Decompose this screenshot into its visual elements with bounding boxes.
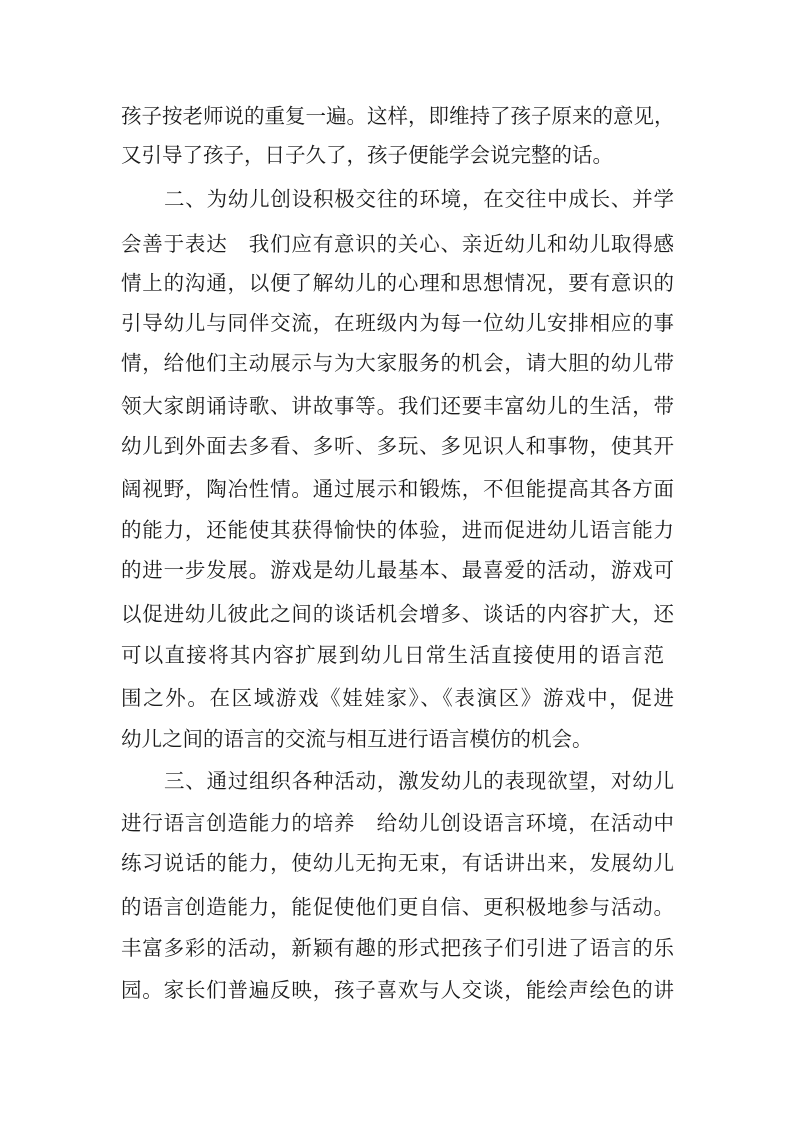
text-line: 围之外。在区域游戏《娃娃家》、《表演区》游戏中，促进 [121, 686, 674, 710]
text-line: 又引导了孩子，日子久了，孩子便能学会说完整的话。 [121, 143, 613, 167]
text-line: 练习说话的能力，使幼儿无拘无束，有话讲出来，发展幼儿 [121, 851, 674, 875]
text-line: 三、通过组织各种活动，激发幼儿的表现欲望，对幼儿 [164, 769, 674, 793]
text-line: 会善于表达 我们应有意识的关心、亲近幼儿和幼儿取得感 [121, 232, 674, 256]
text-line: 园。家长们普遍反映，孩子喜欢与人交谈，能绘声绘色的讲 [121, 978, 674, 1002]
text-line: 幼儿之间的语言的交流与相互进行语言模仿的机会。 [121, 727, 593, 751]
text-line: 情上的沟通，以便了解幼儿的心理和思想情况，要有意识的 [121, 271, 674, 295]
text-line: 以促进幼儿彼此之间的谈话机会增多、谈话的内容扩大，还 [121, 602, 674, 626]
text-line: 的进一步发展。游戏是幼儿最基本、最喜爱的活动，游戏可 [121, 558, 674, 582]
text-line: 可以直接将其内容扩展到幼儿日常生活直接使用的语言范 [121, 643, 664, 667]
text-line: 的语言创造能力，能促使他们更自信、更积极地参与活动。 [121, 895, 674, 919]
text-line: 丰富多彩的活动，新颖有趣的形式把孩子们引进了语言的乐 [121, 936, 674, 960]
text-line: 情，给他们主动展示与为大家服务的机会，请大胆的幼儿带 [121, 351, 674, 375]
text-line: 的能力，还能使其获得愉快的体验，进而促进幼儿语言能力 [121, 518, 674, 542]
text-line: 幼儿到外面去多看、多听、多玩、多见识人和事物，使其开 [121, 434, 674, 458]
text-line: 进行语言创造能力的培养 给幼儿创设语言环境，在活动中 [121, 811, 674, 835]
text-line: 阔视野，陶冶性情。通过展示和锻炼，不但能提高其各方面 [121, 477, 674, 501]
text-line: 孩子按老师说的重复一遍。这样，即维持了孩子原来的意见， [121, 104, 675, 128]
text-line: 领大家朗诵诗歌、讲故事等。我们还要丰富幼儿的生活，带 [121, 394, 674, 418]
text-line: 引导幼儿与同伴交流，在班级内为每一位幼儿安排相应的事 [121, 311, 674, 335]
text-line: 二、为幼儿创设积极交往的环境，在交往中成长、并学 [164, 187, 674, 211]
